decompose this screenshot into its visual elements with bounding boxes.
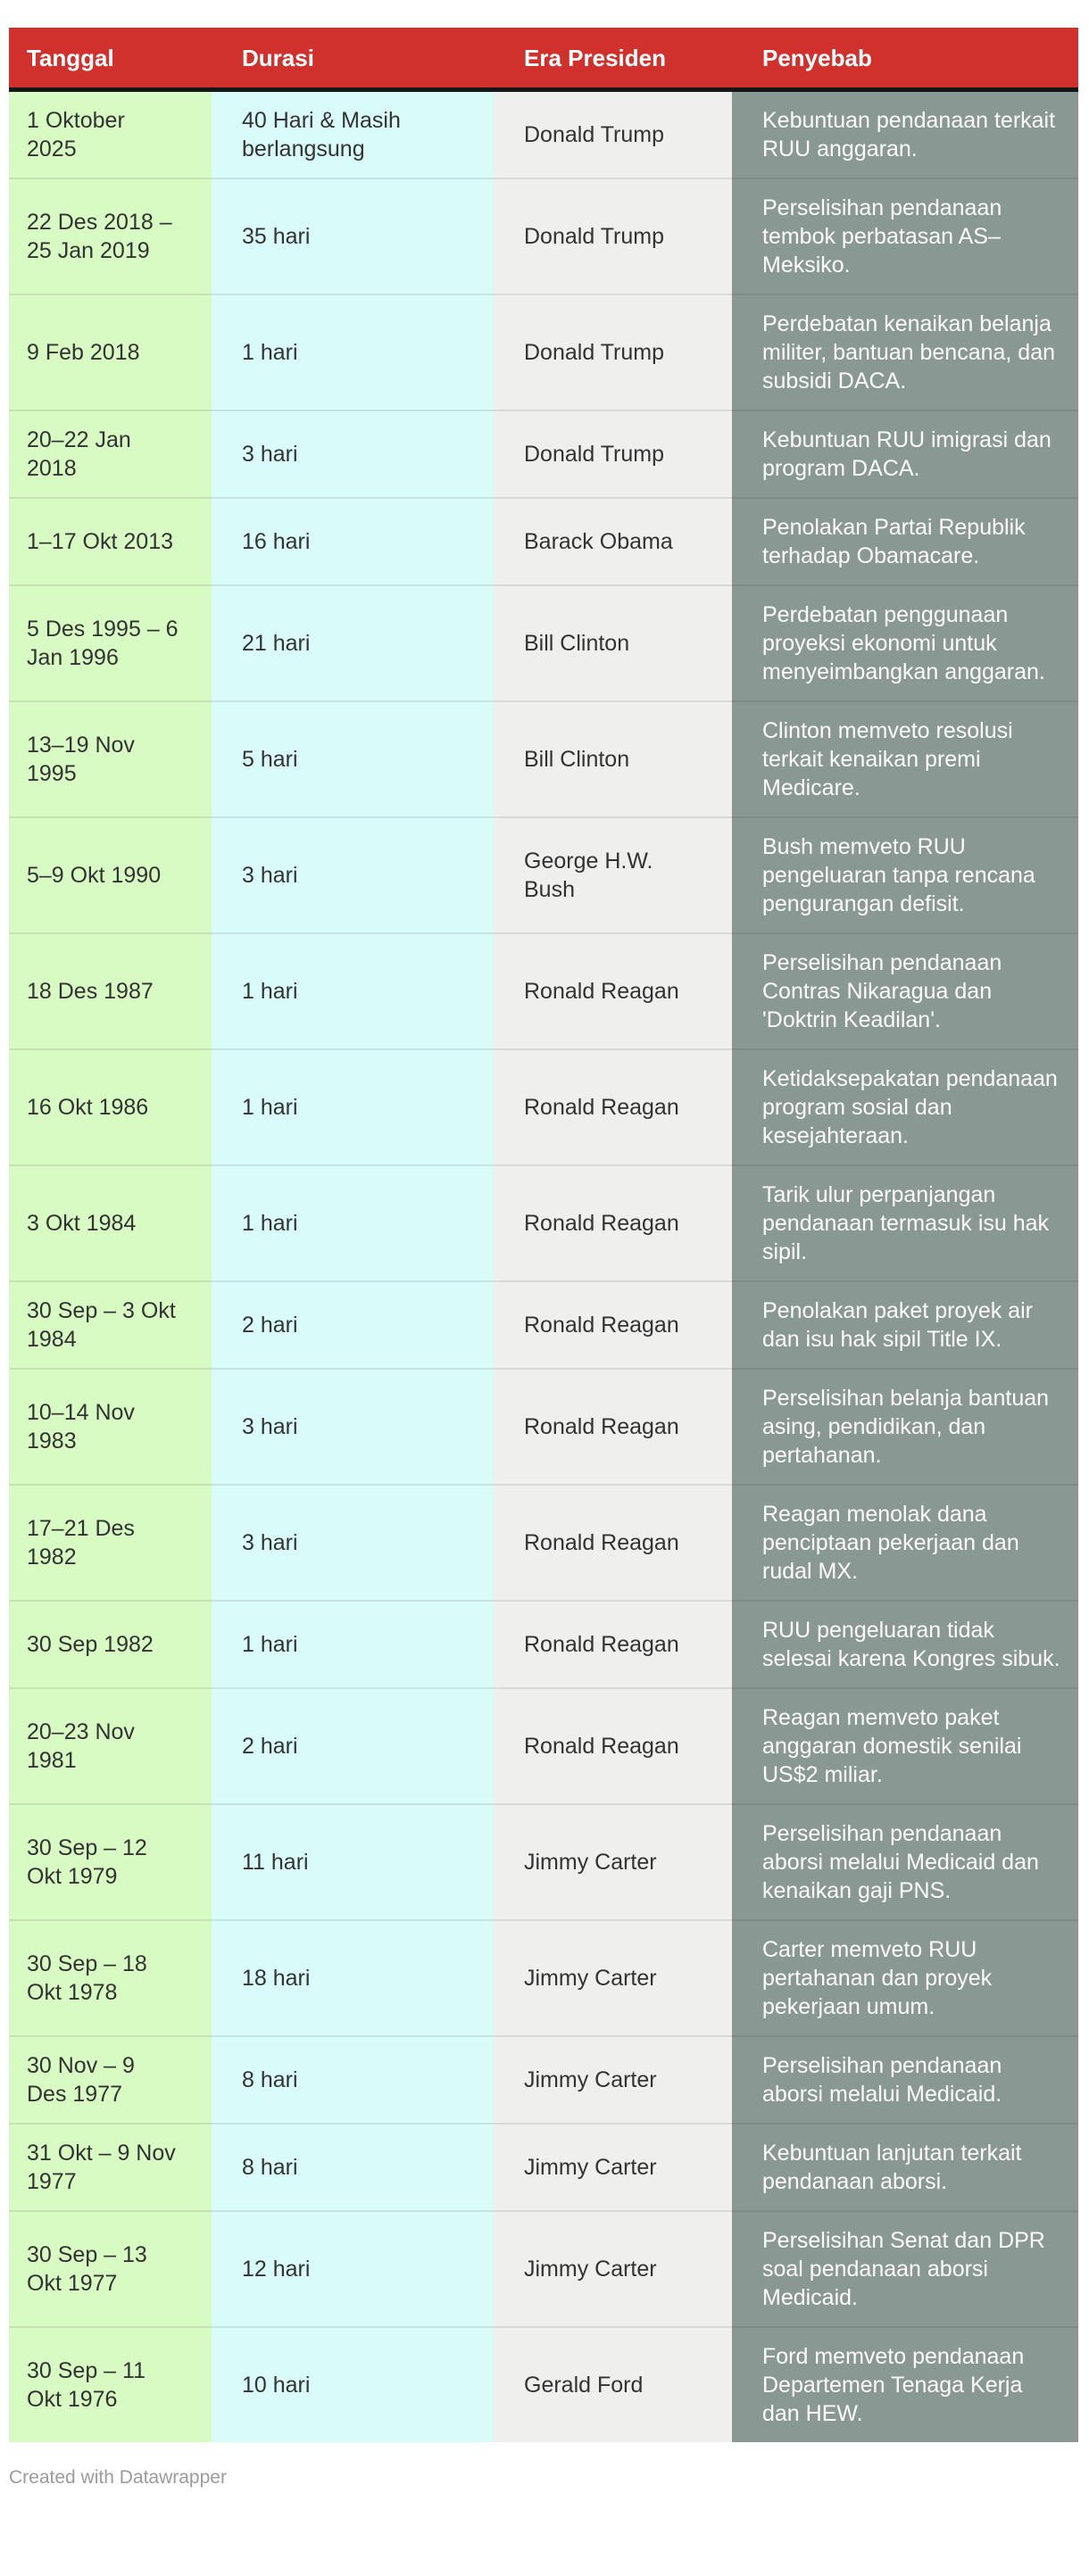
cell-era-presiden: Ronald Reagan — [494, 1485, 732, 1601]
cell-durasi: 21 hari — [212, 585, 494, 701]
cell-durasi: 3 hari — [212, 817, 494, 933]
cell-era-presiden: Ronald Reagan — [494, 1049, 732, 1165]
cell-durasi: 2 hari — [212, 1281, 494, 1369]
table-row — [9, 90, 1078, 179]
cell-penyebab: Perselisihan pendanaan Contras Nikaragua dan 'Doktrin Keadilan'. — [732, 933, 1078, 1049]
cell-tanggal: 30 Sep – 11 Okt 1976 — [9, 2327, 212, 2442]
cell-penyebab: Kebuntuan pendanaan terkait RUU anggaran. — [732, 90, 1078, 179]
column-header-tanggal: Tanggal — [9, 28, 212, 90]
cell-tanggal: 20–23 Nov 1981 — [9, 1688, 212, 1804]
table-header — [9, 28, 1078, 90]
table-header-row — [9, 28, 1078, 90]
cell-tanggal: 1–17 Okt 2013 — [9, 498, 212, 585]
cell-penyebab: Perdebatan penggunaan proyeksi ekonomi untuk menyeimbangkan anggaran. — [732, 585, 1078, 701]
cell-durasi: 5 hari — [212, 701, 494, 817]
cell-durasi: 40 Hari & Masih berlangsung — [212, 90, 494, 179]
cell-durasi: 35 hari — [212, 178, 494, 294]
cell-durasi: 12 hari — [212, 2211, 494, 2327]
cell-penyebab: Perselisihan belanja bantuan asing, pendidikan, dan pertahanan. — [732, 1369, 1078, 1485]
cell-era-presiden: Jimmy Carter — [494, 1920, 732, 2036]
cell-tanggal: 13–19 Nov 1995 — [9, 701, 212, 817]
cell-penyebab: Clinton memveto resolusi terkait kenaikan premi Medicare. — [732, 701, 1078, 817]
cell-penyebab: Kebuntuan RUU imigrasi dan program DACA. — [732, 410, 1078, 498]
table-row — [9, 701, 1078, 817]
cell-tanggal: 18 Des 1987 — [9, 933, 212, 1049]
table-row — [9, 1165, 1078, 1281]
cell-tanggal: 30 Sep – 18 Okt 1978 — [9, 1920, 212, 2036]
cell-era-presiden: Barack Obama — [494, 498, 732, 585]
table-row — [9, 817, 1078, 933]
cell-durasi: 11 hari — [212, 1804, 494, 1920]
cell-penyebab: Reagan menolak dana penciptaan pekerjaan dan rudal MX. — [732, 1485, 1078, 1601]
cell-tanggal: 1 Oktober 2025 — [9, 90, 212, 179]
table-row — [9, 410, 1078, 498]
cell-tanggal: 10–14 Nov 1983 — [9, 1369, 212, 1485]
cell-era-presiden: Donald Trump — [494, 90, 732, 179]
cell-tanggal: 31 Okt – 9 Nov 1977 — [9, 2124, 212, 2211]
cell-penyebab: Ketidaksepakatan pendanaan program sosial dan kesejahteraan. — [732, 1049, 1078, 1165]
table-row — [9, 2124, 1078, 2211]
cell-tanggal: 30 Sep – 3 Okt 1984 — [9, 1281, 212, 1369]
cell-penyebab: Perdebatan kenaikan belanja militer, bantuan bencana, dan subsidi DACA. — [732, 294, 1078, 410]
table-row — [9, 178, 1078, 294]
cell-tanggal: 17–21 Des 1982 — [9, 1485, 212, 1601]
cell-durasi: 3 hari — [212, 1485, 494, 1601]
table-row — [9, 585, 1078, 701]
cell-era-presiden: Ronald Reagan — [494, 1165, 732, 1281]
cell-era-presiden: Ronald Reagan — [494, 1601, 732, 1688]
cell-durasi: 3 hari — [212, 1369, 494, 1485]
cell-era-presiden: Donald Trump — [494, 410, 732, 498]
cell-tanggal: 22 Des 2018 – 25 Jan 2019 — [9, 178, 212, 294]
shutdown-table — [9, 28, 1078, 2442]
cell-penyebab: RUU pengeluaran tidak selesai karena Kongres sibuk. — [732, 1601, 1078, 1688]
table-row — [9, 2327, 1078, 2442]
cell-tanggal: 5 Des 1995 – 6 Jan 1996 — [9, 585, 212, 701]
cell-durasi: 3 hari — [212, 410, 494, 498]
cell-tanggal: 30 Sep 1982 — [9, 1601, 212, 1688]
cell-tanggal: 20–22 Jan 2018 — [9, 410, 212, 498]
table-row — [9, 933, 1078, 1049]
cell-durasi: 2 hari — [212, 1688, 494, 1804]
cell-durasi: 16 hari — [212, 498, 494, 585]
cell-durasi: 18 hari — [212, 1920, 494, 2036]
cell-penyebab: Reagan memveto paket anggaran domestik senilai US$2 miliar. — [732, 1688, 1078, 1804]
table-row — [9, 1804, 1078, 1920]
cell-era-presiden: Ronald Reagan — [494, 933, 732, 1049]
column-header-era-presiden: Era Presiden — [494, 28, 732, 90]
cell-era-presiden: George H.W. Bush — [494, 817, 732, 933]
cell-durasi: 1 hari — [212, 1601, 494, 1688]
cell-tanggal: 5–9 Okt 1990 — [9, 817, 212, 933]
cell-era-presiden: Gerald Ford — [494, 2327, 732, 2442]
cell-era-presiden: Bill Clinton — [494, 585, 732, 701]
cell-durasi: 10 hari — [212, 2327, 494, 2442]
table-row — [9, 294, 1078, 410]
table-row — [9, 2036, 1078, 2124]
cell-penyebab: Perselisihan pendanaan tembok perbatasan AS–Meksiko. — [732, 178, 1078, 294]
cell-durasi: 1 hari — [212, 294, 494, 410]
datawrapper-credit-link[interactable]: Created with Datawrapper — [9, 2467, 227, 2488]
cell-penyebab: Perselisihan Senat dan DPR soal pendanaan aborsi Medicaid. — [732, 2211, 1078, 2327]
cell-tanggal: 30 Sep – 12 Okt 1979 — [9, 1804, 212, 1920]
cell-era-presiden: Jimmy Carter — [494, 1804, 732, 1920]
table-row — [9, 1049, 1078, 1165]
table-body — [9, 90, 1078, 2443]
cell-tanggal: 30 Nov – 9 Des 1977 — [9, 2036, 212, 2124]
table-row — [9, 498, 1078, 585]
cell-durasi: 8 hari — [212, 2036, 494, 2124]
column-header-penyebab: Penyebab — [732, 28, 1078, 90]
cell-penyebab: Bush memveto RUU pengeluaran tanpa rencana pengurangan defisit. — [732, 817, 1078, 933]
cell-durasi: 1 hari — [212, 1165, 494, 1281]
cell-penyebab: Perselisihan pendanaan aborsi melalui Medicaid dan kenaikan gaji PNS. — [732, 1804, 1078, 1920]
cell-penyebab: Tarik ulur perpanjangan pendanaan termasuk isu hak sipil. — [732, 1165, 1078, 1281]
cell-era-presiden: Donald Trump — [494, 294, 732, 410]
table-row — [9, 1369, 1078, 1485]
cell-tanggal: 30 Sep – 13 Okt 1977 — [9, 2211, 212, 2327]
cell-tanggal: 16 Okt 1986 — [9, 1049, 212, 1165]
cell-penyebab: Kebuntuan lanjutan terkait pendanaan aborsi. — [732, 2124, 1078, 2211]
table-row — [9, 1920, 1078, 2036]
table-row — [9, 1281, 1078, 1369]
table-row — [9, 1688, 1078, 1804]
cell-era-presiden: Ronald Reagan — [494, 1281, 732, 1369]
cell-era-presiden: Ronald Reagan — [494, 1369, 732, 1485]
cell-penyebab: Carter memveto RUU pertahanan dan proyek pekerjaan umum. — [732, 1920, 1078, 2036]
cell-durasi: 1 hari — [212, 933, 494, 1049]
cell-durasi: 8 hari — [212, 2124, 494, 2211]
cell-era-presiden: Jimmy Carter — [494, 2124, 732, 2211]
cell-tanggal: 3 Okt 1984 — [9, 1165, 212, 1281]
cell-era-presiden: Donald Trump — [494, 178, 732, 294]
cell-era-presiden: Bill Clinton — [494, 701, 732, 817]
cell-tanggal: 9 Feb 2018 — [9, 294, 212, 410]
cell-era-presiden: Jimmy Carter — [494, 2211, 732, 2327]
cell-penyebab: Penolakan Partai Republik terhadap Obamacare. — [732, 498, 1078, 585]
column-header-durasi: Durasi — [212, 28, 494, 90]
cell-penyebab: Penolakan paket proyek air dan isu hak sipil Title IX. — [732, 1281, 1078, 1369]
cell-era-presiden: Ronald Reagan — [494, 1688, 732, 1804]
table-row — [9, 2211, 1078, 2327]
cell-durasi: 1 hari — [212, 1049, 494, 1165]
table-row — [9, 1601, 1078, 1688]
cell-penyebab: Perselisihan pendanaan aborsi melalui Medicaid. — [732, 2036, 1078, 2124]
table-row — [9, 1485, 1078, 1601]
shutdown-table-container — [9, 28, 1078, 2442]
cell-penyebab: Ford memveto pendanaan Departemen Tenaga Kerja dan HEW. — [732, 2327, 1078, 2442]
cell-era-presiden: Jimmy Carter — [494, 2036, 732, 2124]
